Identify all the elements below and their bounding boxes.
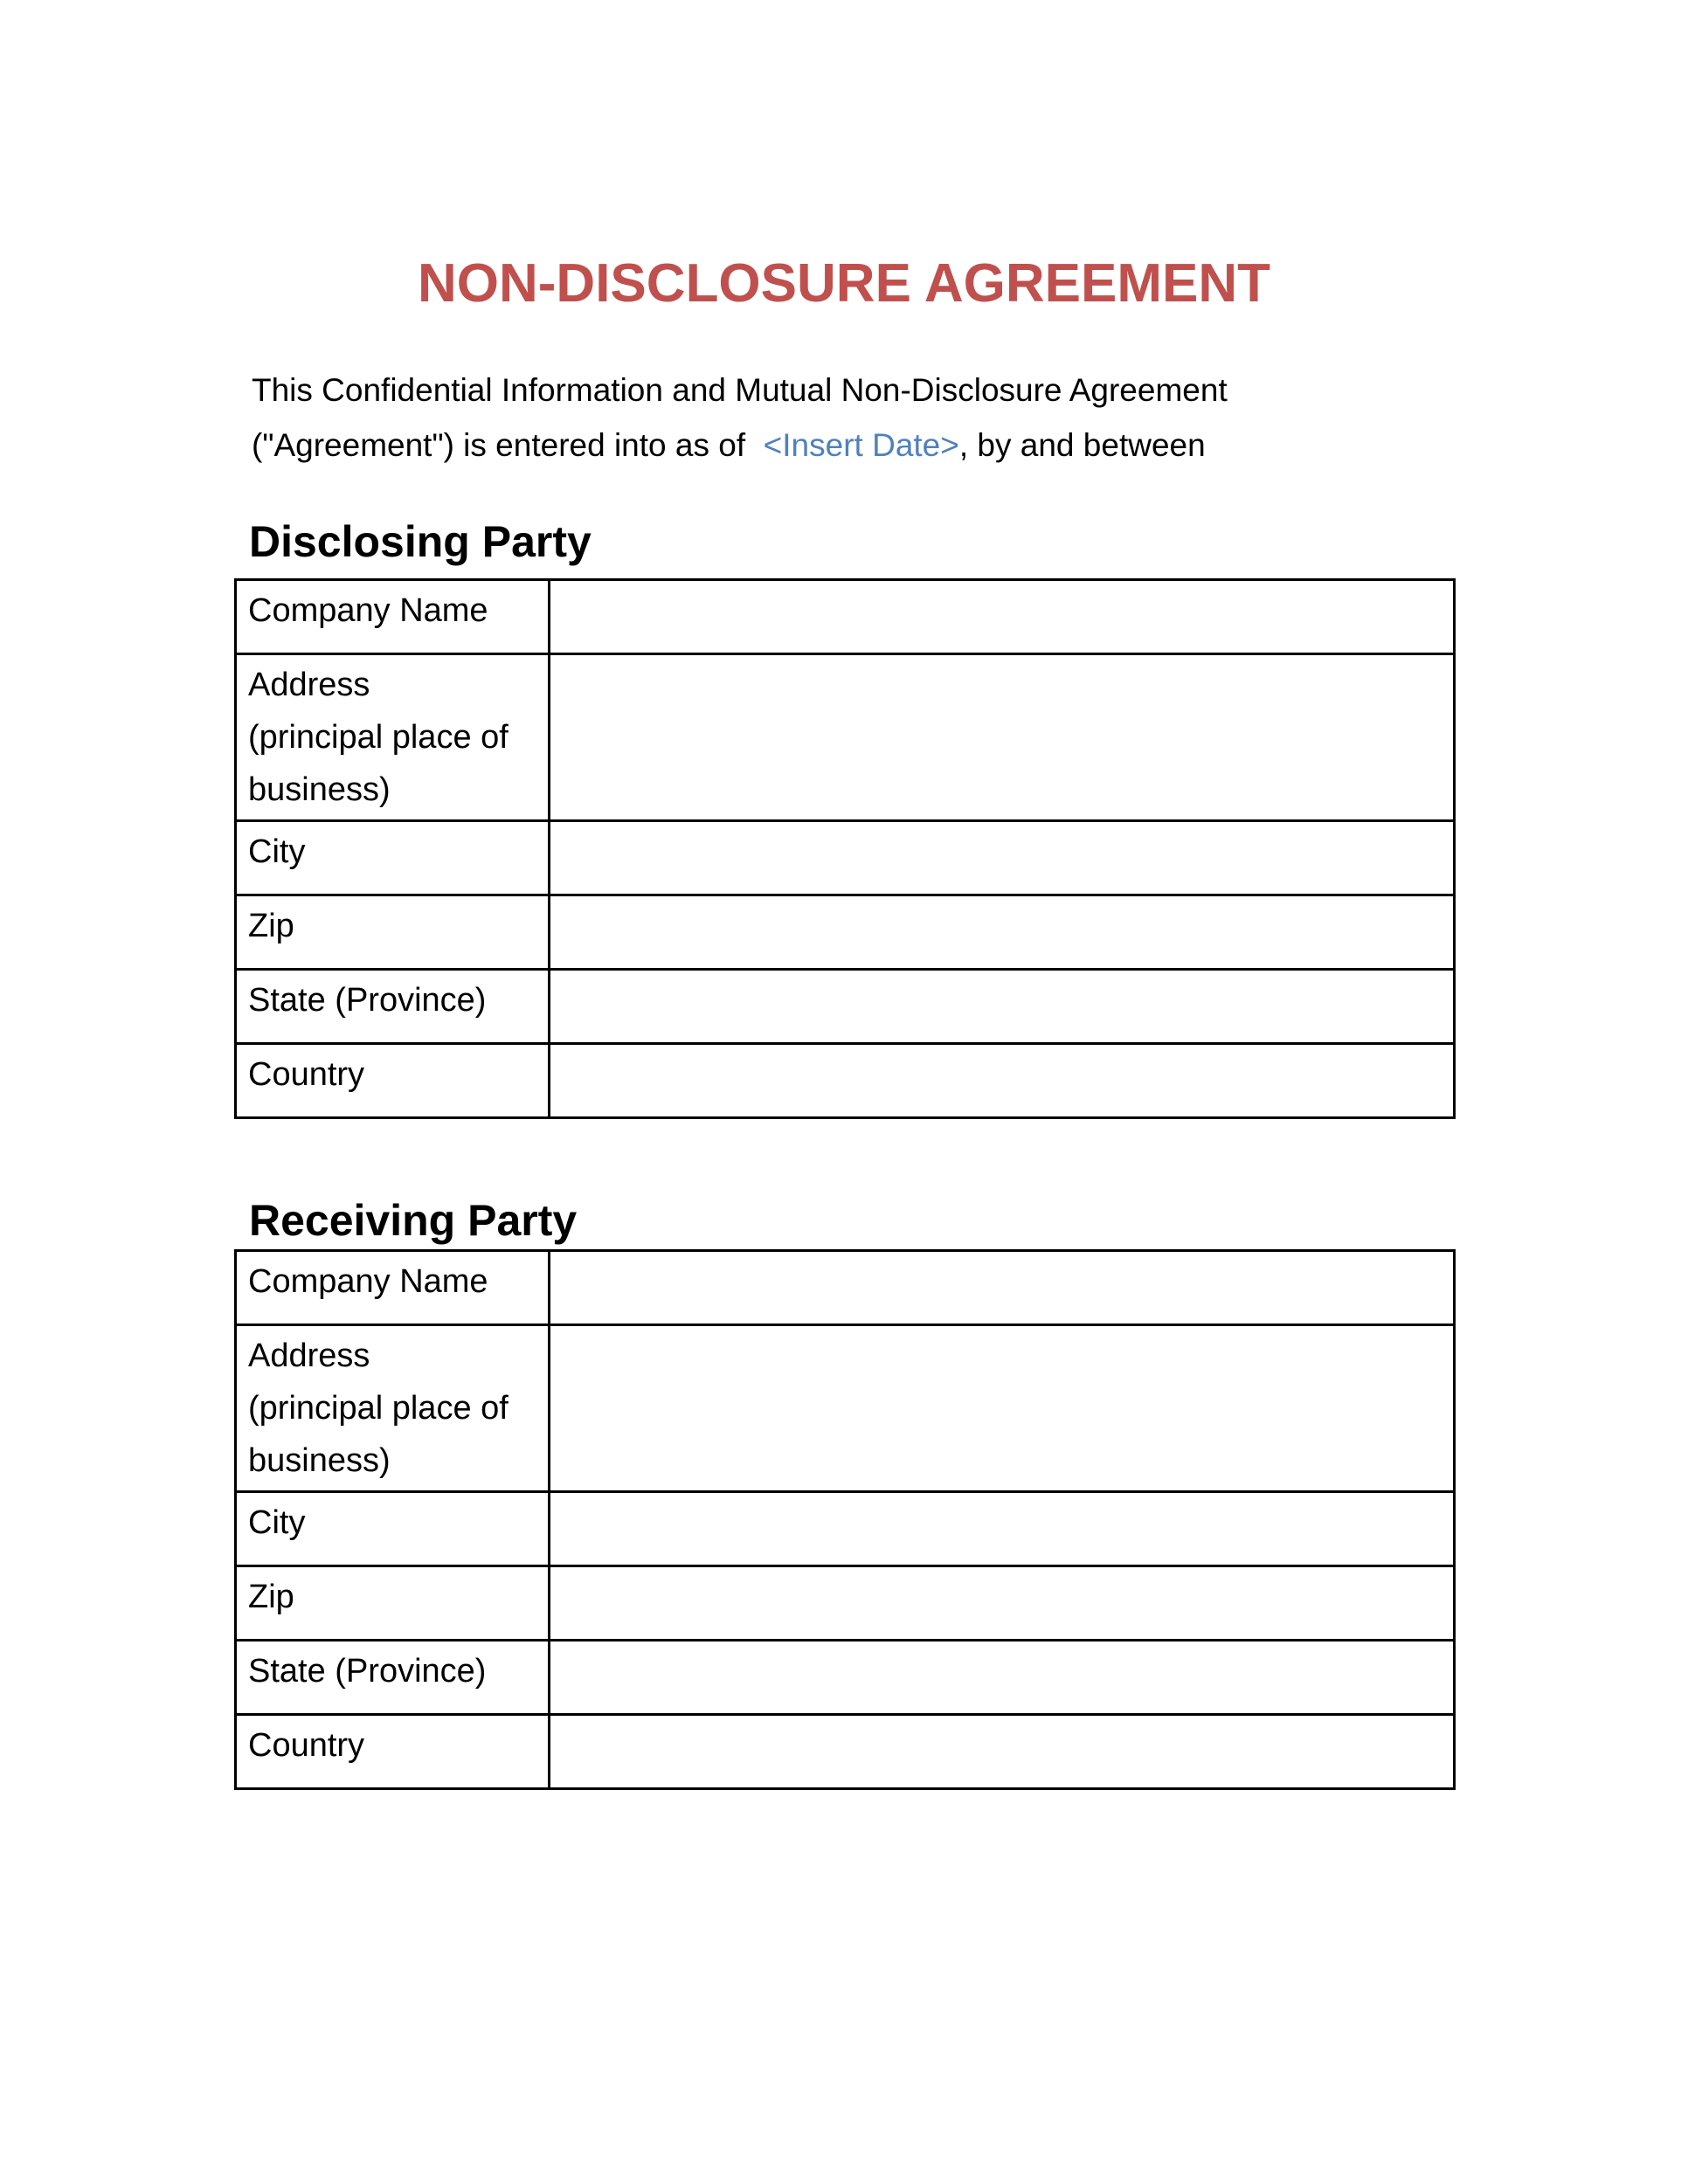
- table-row: [236, 821, 1455, 895]
- table-row: [236, 970, 1455, 1044]
- disclosing-address-label: [236, 654, 550, 821]
- intro-text-after-date: , by and between: [958, 427, 1206, 463]
- receiving-party-table: [234, 1249, 1456, 1790]
- disclosing-company-name-label: Company Name: [236, 580, 550, 654]
- table-row: [236, 1492, 1455, 1566]
- disclosing-country-value[interactable]: [550, 1044, 1455, 1118]
- document-title: NON-DISCLOSURE AGREEMENT: [418, 252, 1270, 314]
- address-label-note: (principal place of business): [248, 719, 508, 808]
- table-row: [236, 1325, 1455, 1492]
- receiving-city-label: City: [236, 1492, 550, 1566]
- table-row: [236, 1251, 1455, 1325]
- intro-text-before-date: This Confidential Information and Mutual Non-Disclosure Agreement ("Agreement") is entered into as of: [252, 372, 1237, 463]
- table-row: [236, 580, 1455, 654]
- disclosing-zip-label: Zip: [236, 895, 550, 970]
- receiving-zip-label: Zip: [236, 1566, 550, 1641]
- table-row: [236, 895, 1455, 970]
- disclosing-country-label: Country: [236, 1044, 550, 1118]
- disclosing-party-table: [234, 578, 1456, 1119]
- receiving-zip-value[interactable]: [550, 1566, 1455, 1641]
- receiving-state-label: State (Province): [236, 1641, 550, 1715]
- receiving-country-label: Country: [236, 1715, 550, 1789]
- receiving-address-label: [236, 1325, 550, 1492]
- section-heading-disclosing-party: Disclosing Party: [249, 516, 591, 566]
- address-label-text: Address: [248, 667, 370, 703]
- table-row: [236, 1044, 1455, 1118]
- table-row: [236, 1566, 1455, 1641]
- disclosing-city-value[interactable]: [550, 821, 1455, 895]
- receiving-city-value[interactable]: [550, 1492, 1455, 1566]
- intro-paragraph: [252, 363, 1422, 473]
- receiving-company-name-value[interactable]: [550, 1251, 1455, 1325]
- table-row: [236, 1715, 1455, 1789]
- address-label-note: (principal place of business): [248, 1390, 508, 1479]
- address-label-text: Address: [248, 1337, 370, 1374]
- disclosing-state-label: State (Province): [236, 970, 550, 1044]
- section-heading-receiving-party: Receiving Party: [249, 1195, 578, 1245]
- table-row: [236, 1641, 1455, 1715]
- receiving-address-value[interactable]: [550, 1325, 1455, 1492]
- disclosing-address-value[interactable]: [550, 654, 1455, 821]
- disclosing-state-value[interactable]: [550, 970, 1455, 1044]
- receiving-state-value[interactable]: [550, 1641, 1455, 1715]
- disclosing-city-label: City: [236, 821, 550, 895]
- receiving-company-name-label: Company Name: [236, 1251, 550, 1325]
- table-row: [236, 654, 1455, 821]
- receiving-country-value[interactable]: [550, 1715, 1455, 1789]
- disclosing-zip-value[interactable]: [550, 895, 1455, 970]
- insert-date-placeholder[interactable]: <Insert Date>: [763, 427, 959, 463]
- disclosing-company-name-value[interactable]: [550, 580, 1455, 654]
